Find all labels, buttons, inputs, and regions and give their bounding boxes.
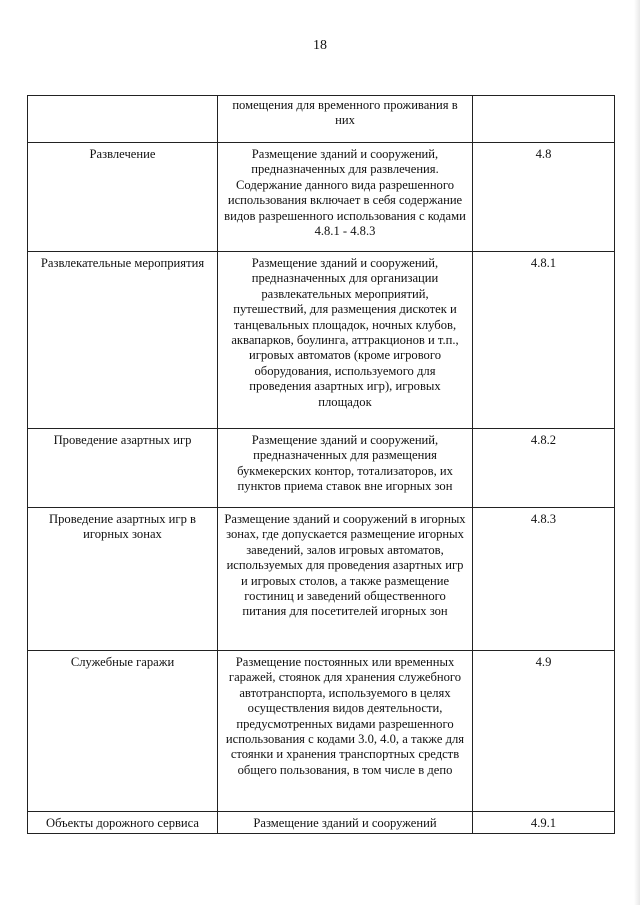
page-number: 18 — [313, 38, 327, 53]
table-row — [28, 651, 615, 812]
use-description-cell: Размещение постоянных или временных гаражей, стоянок для хранения служебного автотранспорта, используемого в целях осуществления видов деятельности, предусмотренных видами разрешенного использования с кодами 3.0, 4.0, а также для стоянки и хранения транспортных средств общего пользования, в том числе в депо — [218, 651, 473, 812]
use-code-cell: 4.9.1 — [473, 812, 615, 834]
use-code-cell: 4.8.3 — [473, 508, 615, 651]
table-row — [28, 143, 615, 252]
use-code-cell: 4.8.1 — [473, 252, 615, 429]
use-description-cell: Размещение зданий и сооружений, предназначенных для организации развлекательных мероприятий, путешествий, для размещения дискотек и танцевальных площадок, ночных клубов, аквапарков, боулинга, аттракционов и т.п., игровых автоматов (кроме игрового оборудования, используемого для проведения азартных игр), игровых площадок — [218, 252, 473, 429]
use-name-cell: Развлекательные мероприятия — [28, 252, 218, 429]
use-name-cell: Служебные гаражи — [28, 651, 218, 812]
use-description-cell: Размещение зданий и сооружений, предназначенных для размещения букмекерских контор, тотализаторов, их пунктов приема ставок вне игорных зон — [218, 429, 473, 508]
use-name-cell: Проведение азартных игр — [28, 429, 218, 508]
table-row — [28, 96, 615, 143]
use-name-cell — [28, 96, 218, 143]
use-description-cell: Размещение зданий и сооружений, предназначенных для развлечения. Содержание данного вида разрешенного использования включает в себя содержание видов разрешенного использования с кодами 4.8.1 - 4.8.3 — [218, 143, 473, 252]
use-code-cell — [473, 96, 615, 143]
table-row — [28, 508, 615, 651]
use-name-cell: Развлечение — [28, 143, 218, 252]
land-use-table — [27, 95, 615, 834]
use-code-cell: 4.8 — [473, 143, 615, 252]
use-description-cell: помещения для временного проживания в них — [218, 96, 473, 143]
use-name-cell: Объекты дорожного сервиса — [28, 812, 218, 834]
table-row — [28, 429, 615, 508]
use-name-cell: Проведение азартных игр в игорных зонах — [28, 508, 218, 651]
use-description-cell: Размещение зданий и сооружений в игорных зонах, где допускается размещение игорных заведений, залов игровых автоматов, используемых для проведения азартных игр и игровых столов, а также размещение гостиниц и заведений общественного питания для посетителей игорных зон — [218, 508, 473, 651]
scan-edge-shadow — [634, 0, 640, 905]
use-code-cell: 4.8.2 — [473, 429, 615, 508]
table-row — [28, 252, 615, 429]
use-description-cell: Размещение зданий и сооружений — [218, 812, 473, 834]
table-row — [28, 812, 615, 834]
use-code-cell: 4.9 — [473, 651, 615, 812]
